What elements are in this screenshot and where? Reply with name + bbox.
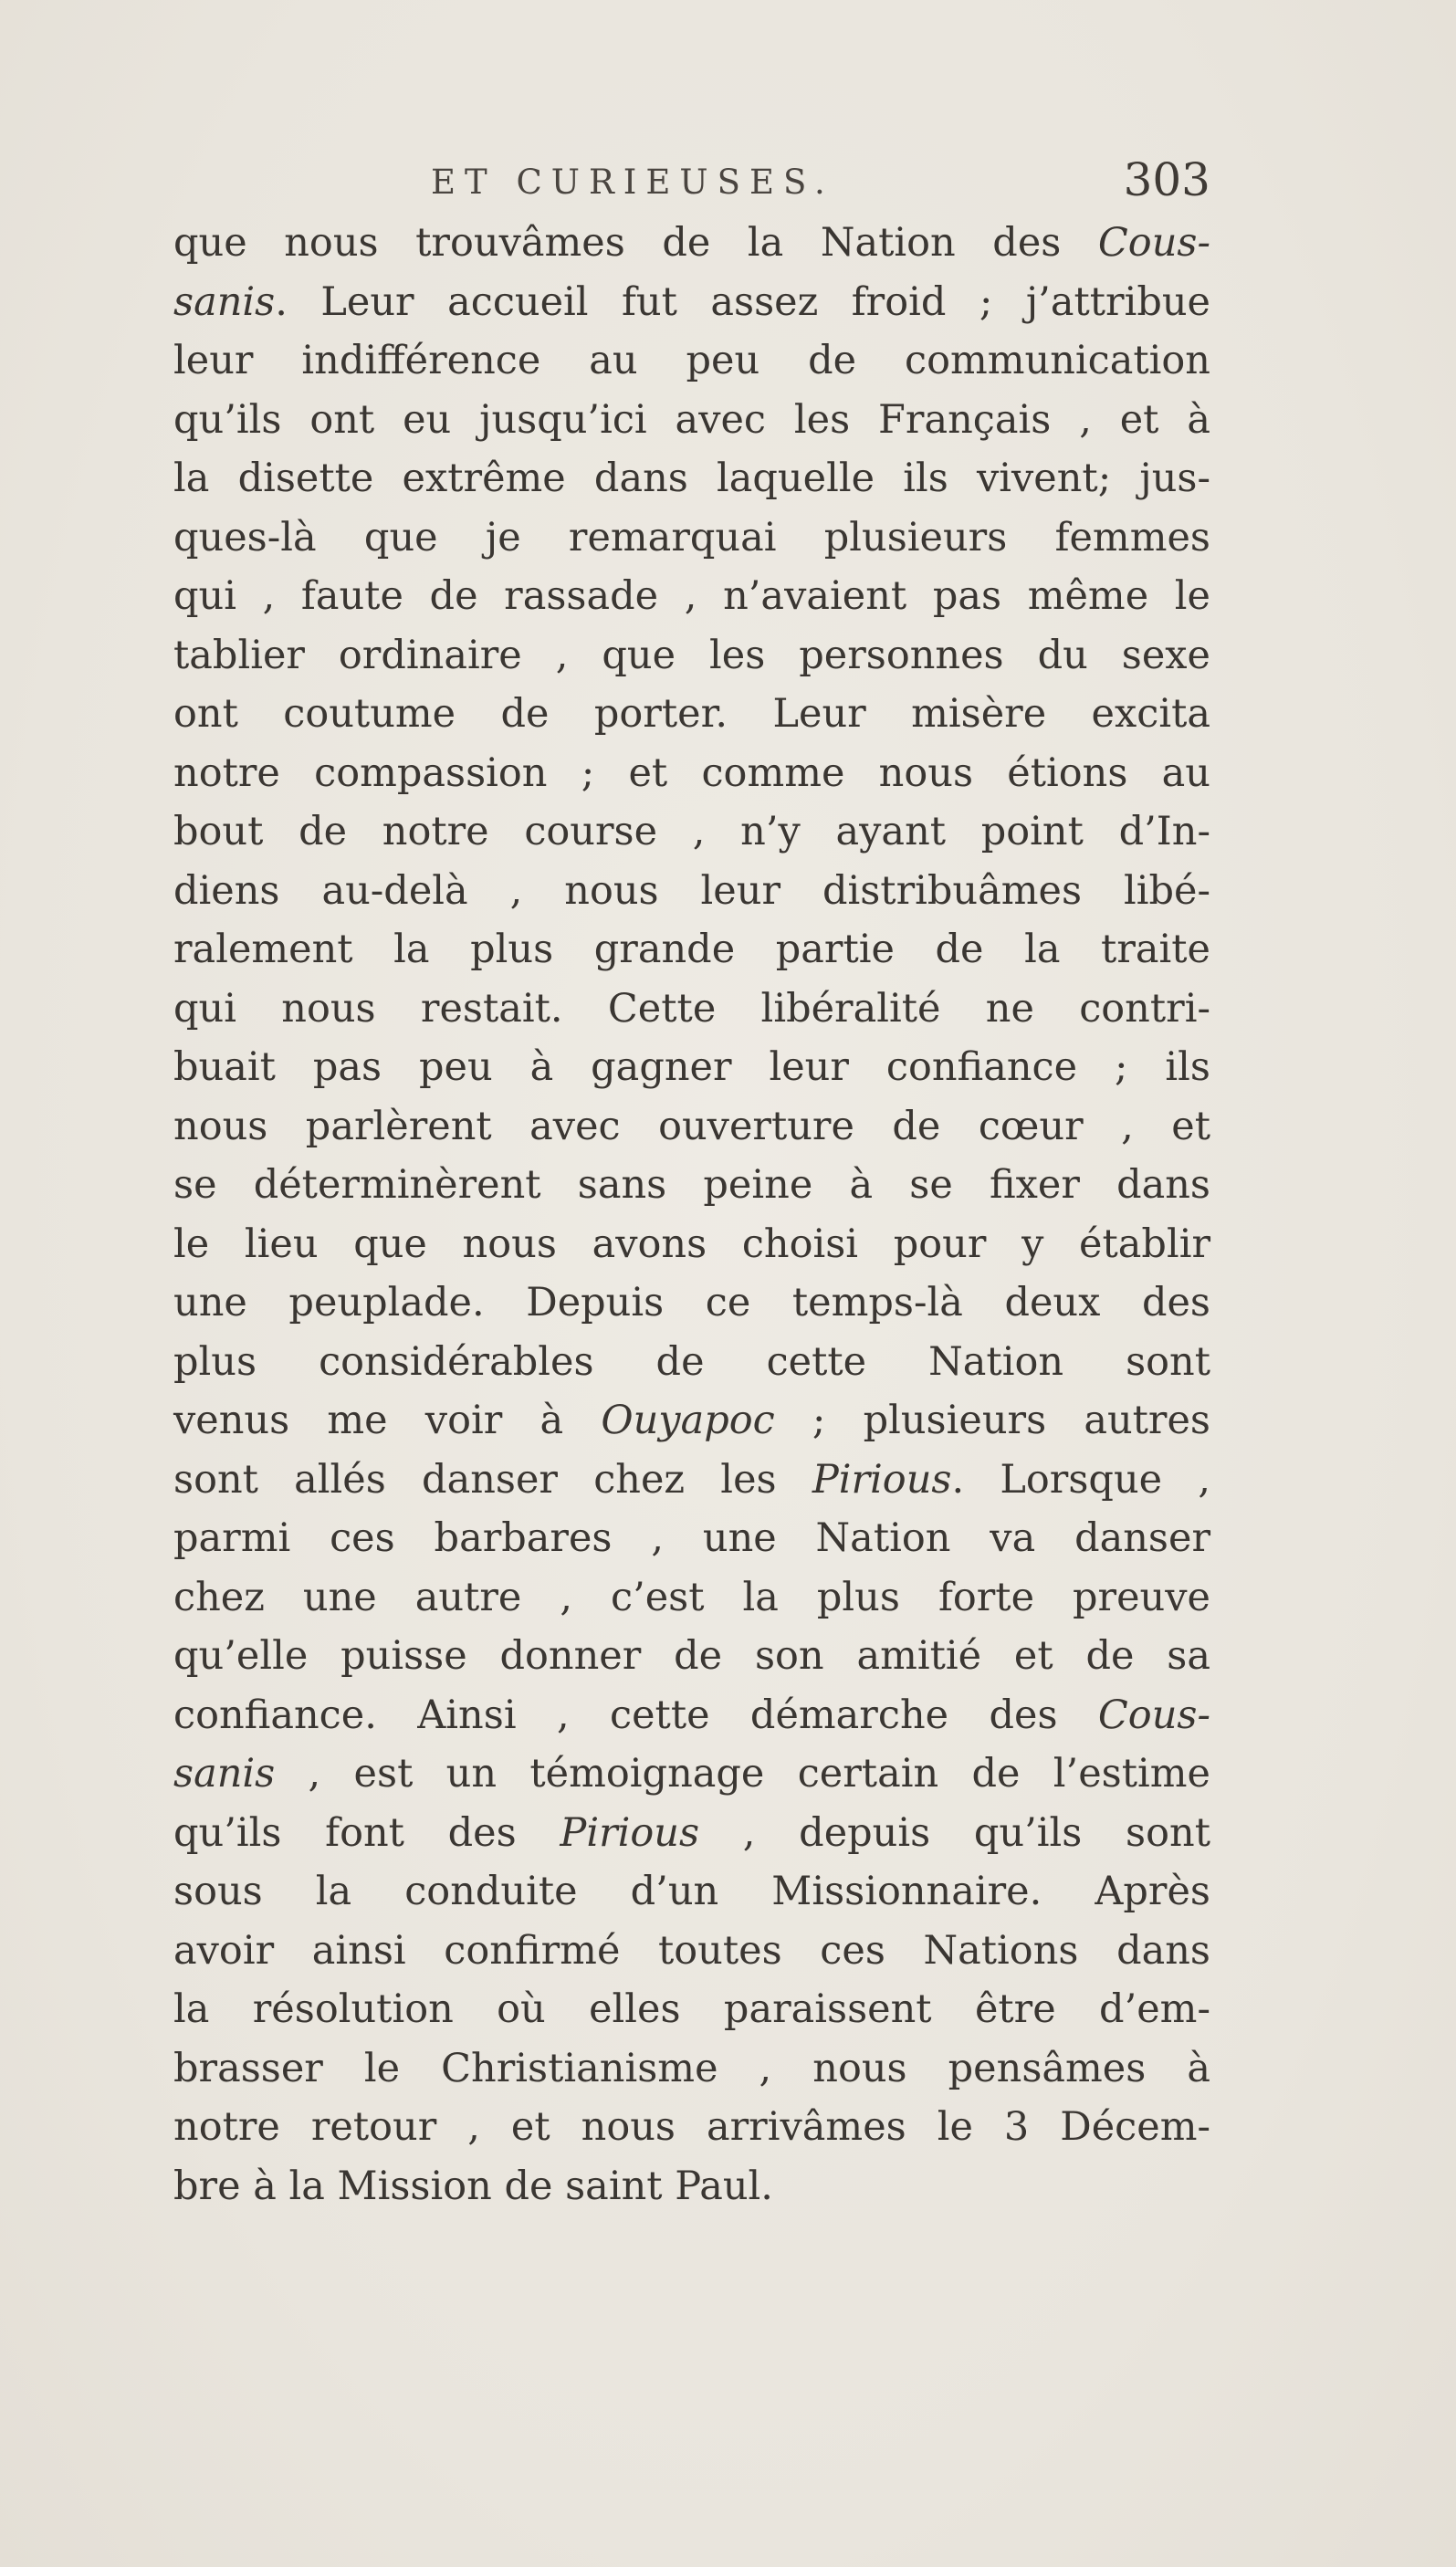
text-line — [173, 508, 1210, 568]
text-line — [173, 1862, 1210, 1922]
text-segment: chez une autre , c’est la plus forte preuve — [173, 1574, 1210, 1620]
text-segment: notre retour , et nous arrivâmes le 3 Décem- — [173, 2104, 1210, 2150]
text-line — [173, 1038, 1210, 1097]
text-segment: plus considérables de cette Nation sont — [173, 1338, 1210, 1385]
text-line — [173, 214, 1210, 273]
text-segment: . Lorsque , — [951, 1456, 1210, 1503]
text-line — [173, 1922, 1210, 1981]
text-segment: qui , faute de rassade , n’avaient pas même le — [173, 573, 1210, 619]
text-line — [173, 980, 1210, 1039]
page-header — [173, 153, 1210, 215]
text-line — [173, 273, 1210, 332]
text-segment: sous la conduite d’un Missionnaire. Après — [173, 1869, 1210, 1914]
text-line — [173, 1097, 1210, 1157]
text-segment: ont coutume de porter. Leur misère excita — [173, 691, 1210, 737]
text-segment: tablier ordinaire , que les personnes du sexe — [173, 632, 1210, 678]
text-line — [173, 2098, 1210, 2157]
text-segment: qu’ils ont eu jusqu’ici avec les Français , et à — [173, 396, 1210, 443]
text-line — [173, 1627, 1210, 1686]
italic-proper-noun: Pirious — [560, 1809, 700, 1856]
text-line — [173, 802, 1210, 862]
text-segment: confiance. Ainsi , cette démarche des — [173, 1692, 1098, 1738]
text-line — [173, 1156, 1210, 1215]
italic-proper-noun: sanis — [173, 1751, 276, 1797]
text-segment: , depuis qu’ils sont — [699, 1809, 1210, 1856]
text-line — [173, 862, 1210, 921]
text-segment: notre compassion ; et comme nous étions au — [173, 749, 1210, 796]
body-text — [173, 214, 1210, 2216]
text-segment: diens au-delà , nous leur distribuâmes libé- — [173, 867, 1210, 914]
text-segment: qu’elle puisse donner de son amitié et de sa — [173, 1633, 1210, 1679]
text-line — [173, 1391, 1210, 1451]
text-segment: se déterminèrent sans peine à se fixer dans — [173, 1162, 1210, 1208]
text-segment: bre à la Mission de saint Paul. — [173, 2163, 773, 2209]
text-line — [173, 744, 1210, 803]
text-line — [173, 449, 1210, 508]
text-line — [173, 331, 1210, 391]
text-segment: ralement la plus grande partie de la traite — [173, 927, 1210, 972]
text-segment: la résolution où elles paraissent être d’em- — [173, 1986, 1210, 2032]
text-segment: sont allés danser chez les — [173, 1456, 812, 1503]
text-segment: qui nous restait. Cette libéralité ne contri- — [173, 985, 1210, 1032]
text-segment: leur indifférence au peu de communication — [173, 338, 1210, 383]
text-segment: que nous trouvâmes de la Nation des — [173, 220, 1098, 266]
text-segment: nous parlèrent avec ouverture de cœur , et — [173, 1103, 1210, 1149]
text-segment: brasser le Christianisme , nous pensâmes à — [173, 2045, 1210, 2091]
italic-proper-noun: Ouyapoc — [601, 1398, 775, 1443]
italic-proper-noun: Cous- — [1097, 1692, 1210, 1738]
text-line — [173, 1980, 1210, 2039]
italic-proper-noun: sanis — [173, 278, 276, 325]
text-line — [173, 1273, 1210, 1333]
text-segment: parmi ces barbares , une Nation va danser — [173, 1515, 1210, 1561]
text-segment: buait pas peu à gagner leur confiance ; ils — [173, 1044, 1210, 1090]
italic-proper-noun: Cous- — [1097, 220, 1210, 266]
text-segment: qu’ils font des — [173, 1809, 560, 1856]
text-segment: , est un témoignage certain de l’estime — [275, 1751, 1210, 1797]
text-line — [173, 2039, 1210, 2099]
text-line — [173, 1333, 1210, 1392]
text-line — [173, 920, 1210, 980]
text-segment: . Leur accueil fut assez froid ; j’attribue — [275, 278, 1210, 325]
running-head: ET CURIEUSES. — [431, 162, 834, 202]
text-segment: venus me voir à — [173, 1398, 602, 1443]
text-line — [173, 1215, 1210, 1274]
text-line — [173, 1509, 1210, 1568]
text-segment: ques-là que je remarquai plusieurs femmes — [173, 514, 1210, 561]
text-segment: la disette extrême dans laquelle ils vivent; jus- — [173, 456, 1210, 501]
text-line — [173, 1804, 1210, 1863]
page-number: 303 — [1123, 153, 1210, 206]
text-segment: ; plusieurs autres — [774, 1398, 1211, 1443]
text-line — [173, 567, 1210, 626]
text-line — [173, 1686, 1210, 1745]
text-line — [173, 2157, 1210, 2216]
text-segment: avoir ainsi confirmé toutes ces Nations dans — [173, 1927, 1210, 1974]
text-line — [173, 1745, 1210, 1804]
text-segment: une peuplade. Depuis ce temps-là deux des — [173, 1280, 1210, 1325]
text-line — [173, 1568, 1210, 1628]
text-line — [173, 1451, 1210, 1510]
italic-proper-noun: Pirious — [812, 1456, 952, 1503]
text-line — [173, 626, 1210, 686]
text-line — [173, 685, 1210, 744]
text-line — [173, 391, 1210, 450]
text-segment: le lieu que nous avons choisi pour y établir — [173, 1221, 1210, 1267]
text-segment: bout de notre course , n’y ayant point d’In- — [173, 809, 1210, 854]
